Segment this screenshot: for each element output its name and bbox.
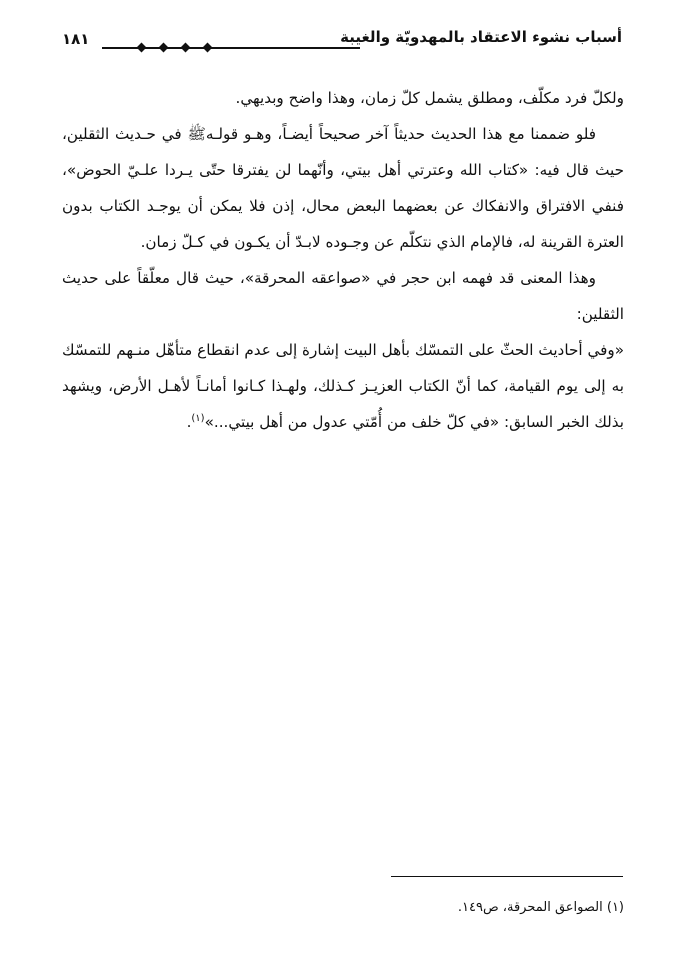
paragraph-3: وهذا المعنى قد فهمه ابن حجر في «صواعقه المحرقة»، حيث قال معلّقاً على حديث الثقلين: (62, 269, 624, 323)
diamond-icon (159, 43, 169, 53)
header-title: أسباب نشوء الاعتقاد بالمهدويّة والغيبة (340, 28, 622, 46)
quotation-text: «وفي أحاديث الحثّ على التمسّك بأهل البيت إشارة إلى عدم انقطاع متأهّل منـهم للتمسّك به إلى يوم القيامة، كما أنّ الكتاب العزيـز كـذلك، ولهـذا كـانوا أمانـاً لأهـل الأرض، ويشهد بذلك الخبر السابق: «في كلّ خلف من أُمّتي عدول من أهل بيتي...» (62, 341, 624, 431)
diamond-icon (137, 43, 147, 53)
header-diamonds (136, 42, 216, 54)
footnote-separator (391, 876, 623, 877)
diamond-icon (181, 43, 191, 53)
footnote-reference[interactable]: (١) (191, 412, 205, 424)
paragraph-1: ولكلّ فرد مكلّف، ومطلق يشمل كلّ زمان، وهذا واضح وبديهي. (235, 89, 624, 107)
header-ornament-rule (102, 40, 360, 56)
paragraph-2: فلو ضممنا مع هذا الحديث حديثاً آخر صحيحاً أيضـاً، وهـو قولـهﷺ في حـديث الثقلين، حيث قال فيه: «كتاب الله وعترتي أهل بيتي، وأنّهما لن يفترقا حتّى يـردا علـيّ الحوض»، فنفي الافتراق والانفكاك عن بعضهما البعض محال، إذن فلا يمكن أن يوجـد الكتاب بدون العترة القرينة له، فالإمام الذي نتكلّم عن وجـوده لابـدّ أن يكـون في كـلّ زمان. (62, 125, 624, 251)
main-text (62, 80, 624, 440)
page-number: ١٨١ (62, 30, 90, 48)
diamond-icon (203, 43, 213, 53)
running-header (62, 28, 622, 56)
footnote: (١) الصواعق المحرقة، ص١٤٩. (457, 900, 624, 915)
quotation-paragraph (62, 332, 624, 440)
quotation-end: . (186, 413, 192, 431)
